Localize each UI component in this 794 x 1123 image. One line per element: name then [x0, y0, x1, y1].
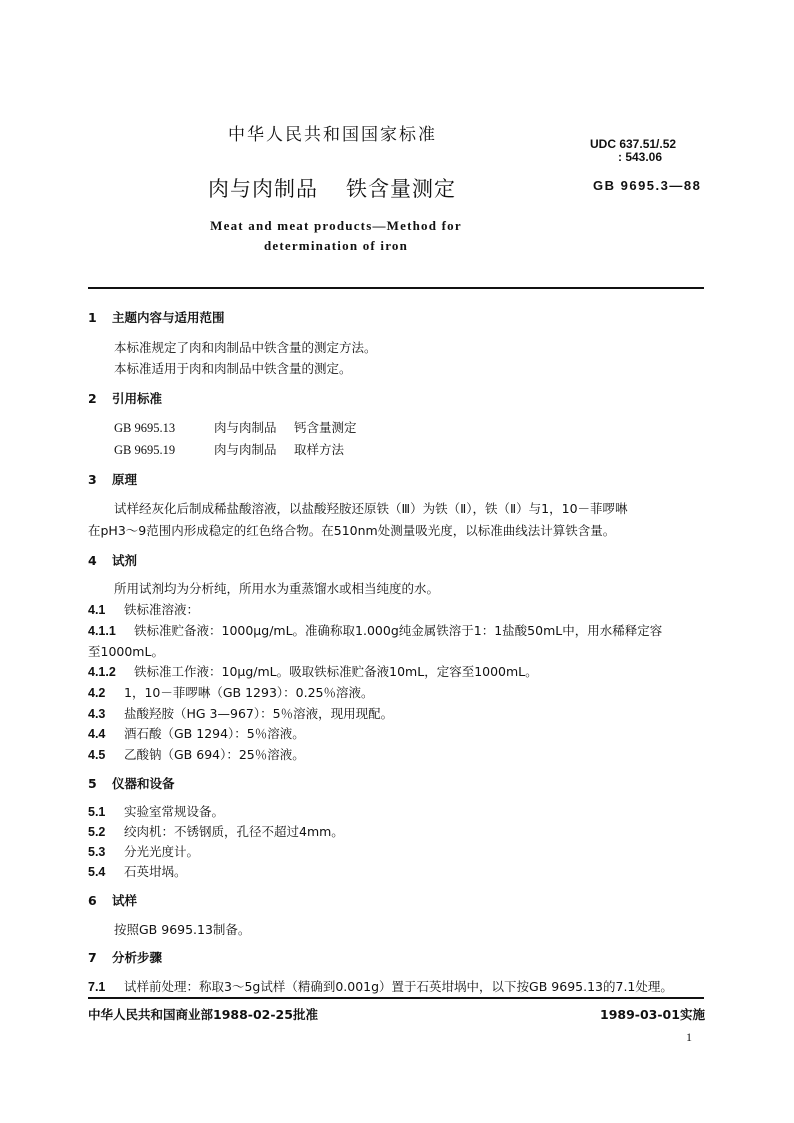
section-title: 试剂 [112, 553, 138, 568]
section-number: 6 [88, 893, 97, 908]
english-title-line-1: Meat and meat products—Method for [210, 218, 462, 233]
section-title: 主题内容与适用范围 [112, 310, 225, 325]
reference-title: 取样方法 [294, 442, 345, 457]
list-item [88, 683, 374, 701]
item-number: 4.1.1 [88, 624, 116, 638]
document-title [208, 173, 456, 203]
english-title [0, 216, 672, 256]
section-1-paragraph-2: 本标准适用于肉和肉制品中铁含量的测定。 [114, 361, 352, 376]
list-item [88, 600, 199, 618]
section-7-heading [88, 948, 162, 966]
item-number: 5.1 [88, 805, 106, 819]
item-number: 7.1 [88, 980, 106, 994]
reference-title: 钙含量测定 [294, 420, 357, 435]
title-part-1: 肉与肉制品 [208, 177, 318, 201]
section-3-heading [88, 470, 137, 488]
udc-code [590, 138, 676, 164]
section-title: 仪器和设备 [112, 776, 175, 791]
item-text: 铁标准工作液：10μg/mL。吸取铁标准贮备液10mL，定容至1000mL。 [134, 664, 538, 679]
list-item [88, 704, 393, 722]
item-text: 乙酸钠（GB 694）：25％溶液。 [124, 747, 305, 762]
section-4-heading [88, 551, 137, 569]
list-item [88, 724, 305, 742]
item-text: 分光光度计。 [124, 844, 200, 859]
section-2-heading [88, 389, 162, 407]
reference-code: GB 9695.13 [114, 421, 176, 435]
section-number: 7 [88, 950, 97, 965]
section-number: 2 [88, 391, 97, 406]
udc-line-1: UDC 637.51/.52 [590, 137, 677, 151]
item-number: 4.3 [88, 707, 106, 721]
item-text: 铁标准溶液： [124, 602, 200, 617]
section-title: 试样 [112, 893, 138, 908]
principle-line-1: 试样经灰化后制成稀盐酸溶液，以盐酸羟胺还原铁（Ⅲ）为铁（Ⅱ），铁（Ⅱ）与1，10－菲啰啉 [114, 501, 628, 516]
list-item-continuation: 至1000mL。 [88, 644, 164, 659]
item-text: 酒石酸（GB 1294）：5％溶液。 [124, 726, 305, 741]
list-item [88, 662, 538, 680]
item-text: 石英坩埚。 [124, 864, 187, 879]
reference-row [114, 418, 357, 436]
item-number: 4.1.2 [88, 665, 116, 679]
list-item [88, 822, 344, 840]
list-item [88, 802, 224, 820]
reference-category: 肉与肉制品 [214, 420, 277, 435]
item-number: 5.2 [88, 825, 106, 839]
principle-line-2: 在pH3～9范围内形成稳定的红色络合物。在510nm处测量吸光度，以标准曲线法计算铁含量。 [88, 523, 616, 538]
page-number: 1 [686, 1030, 692, 1044]
item-number: 4.2 [88, 686, 106, 700]
udc-line-2: : 543.06 [618, 150, 663, 164]
footer-divider [88, 997, 704, 999]
english-title-line-2: determination of iron [263, 238, 409, 253]
item-number: 5.4 [88, 865, 106, 879]
item-text: 实验室常规设备。 [124, 804, 225, 819]
section-title: 原理 [112, 472, 138, 487]
reagents-intro: 所用试剂均为分析纯，所用水为重蒸馏水或相当纯度的水。 [114, 581, 440, 596]
list-item [88, 862, 187, 880]
item-number: 4.4 [88, 727, 106, 741]
item-number: 4.1 [88, 603, 106, 617]
list-item [88, 977, 673, 995]
reference-row [114, 440, 344, 458]
item-text: 1，10－菲啰啉（GB 1293）：0.25％溶液。 [124, 685, 374, 700]
approval-note: 中华人民共和国商业部1988-02-25批准 [88, 1007, 318, 1022]
list-item [88, 842, 199, 860]
gb-standard-code: GB 9695.3—88 [593, 178, 702, 193]
list-item [88, 621, 662, 639]
section-title: 引用标准 [112, 391, 163, 406]
section-1-heading [88, 308, 225, 326]
section-title: 分析步骤 [112, 950, 163, 965]
item-text: 盐酸羟胺（HG 3—967）：5％溶液，现用现配。 [124, 706, 394, 721]
header-divider [88, 287, 704, 289]
item-number: 5.3 [88, 845, 106, 859]
section-number: 4 [88, 553, 97, 568]
section-5-heading [88, 774, 175, 792]
national-standard-heading: 中华人民共和国国家标准 [228, 125, 437, 145]
item-text: 绞肉机：不锈钢质，孔径不超过4mm。 [124, 824, 344, 839]
section-number: 1 [88, 310, 97, 325]
item-number: 4.5 [88, 748, 106, 762]
reference-code: GB 9695.19 [114, 443, 176, 457]
section-6-heading [88, 891, 137, 909]
item-text: 试样前处理：称取3～5g试样（精确到0.001g）置于石英坩埚中，以下按GB 9695.13的7.1处理。 [124, 979, 673, 994]
reference-category: 肉与肉制品 [214, 442, 277, 457]
section-number: 3 [88, 472, 97, 487]
section-number: 5 [88, 776, 97, 791]
item-text: 铁标准贮备液：1000μg/mL。准确称取1.000g纯金属铁溶于1：1盐酸50mL中，用水稀释定容 [134, 623, 663, 638]
title-part-2: 铁含量测定 [346, 177, 456, 201]
section-6-paragraph: 按照GB 9695.13制备。 [114, 922, 251, 937]
section-1-paragraph-1: 本标准规定了肉和肉制品中铁含量的测定方法。 [114, 340, 377, 355]
list-item [88, 745, 305, 763]
effective-date: 1989-03-01实施 [600, 1007, 705, 1022]
